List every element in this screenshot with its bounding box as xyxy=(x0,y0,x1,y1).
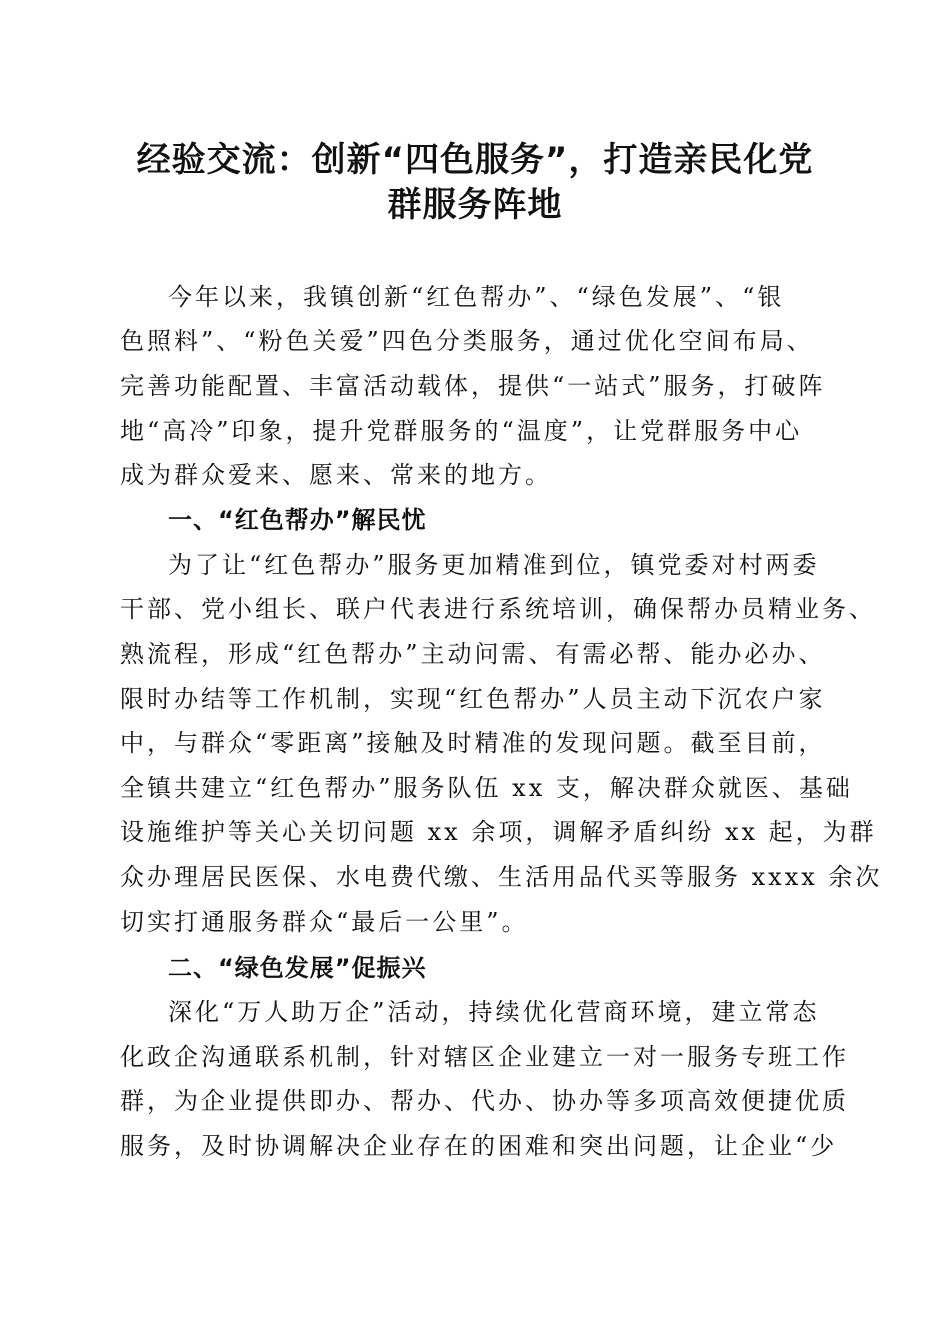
intro-line-5: 成为群众爱来、愿来、常来的地方。 xyxy=(120,461,552,489)
section-2-heading: 二、“绿色发展”促振兴 xyxy=(168,954,427,982)
section-1-line-3: 熟流程，形成“红色帮办”主动问需、有需必帮、能办必办、 xyxy=(120,640,826,668)
section-1-line-5: 中，与群众“零距离”接触及时精准的发现问题。截至目前， xyxy=(120,729,826,757)
intro-line-2: 色照料”、“粉色关爱”四色分类服务，通过优化空间布局、 xyxy=(120,327,814,355)
section-1-line-2: 干部、党小组长、联户代表进行系统培训，确保帮办员精业务、 xyxy=(120,595,876,623)
document-title-line-2: 群服务阵地 xyxy=(387,185,563,225)
section-1-line-1: 为了让“红色帮办”服务更加精准到位，镇党委对村两委 xyxy=(168,551,820,579)
intro-line-1: 今年以来，我镇创新“红色帮办”、“绿色发展”、“银 xyxy=(168,283,785,311)
section-2-line-3: 群，为企业提供即办、帮办、代办、协办等多项高效便捷优质 xyxy=(120,1087,849,1115)
section-1-line-4: 限时办结等工作机制，实现“红色帮办”人员主动下沉农户家 xyxy=(120,685,826,713)
section-1-heading: 一、“红色帮办”解民忧 xyxy=(168,506,427,534)
intro-line-4: 地“高冷”印象，提升党群服务的“温度”，让党群服务中心 xyxy=(120,417,803,445)
section-1-line-8: 众办理居民医保、水电费代缴、生活用品代买等服务 xxxx 余次 xyxy=(120,863,883,891)
intro-line-3: 完善功能配置、丰富活动载体，提供“一站式”服务，打破阵 xyxy=(120,372,826,400)
section-2-line-1: 深化“万人助万企”活动，持续优化营商环境，建立常态 xyxy=(168,998,820,1026)
section-1-line-9: 切实打通服务群众“最后一公里”。 xyxy=(120,908,529,936)
section-2-line-4: 服务，及时协调解决企业存在的困难和突出问题，让企业“少 xyxy=(120,1132,838,1160)
section-1-line-6: 全镇共建立“红色帮办”服务队伍 xx 支，解决群众就医、基础 xyxy=(120,774,853,802)
section-1-line-7: 设施维护等关心关切问题 xx 余项，调解矛盾纠纷 xx 起，为群 xyxy=(120,818,877,846)
section-2-line-2: 化政企沟通联系机制，针对辖区企业建立一对一服务专班工作 xyxy=(120,1043,849,1071)
document-title-line-1: 经验交流：创新“四色服务”，打造亲民化党 xyxy=(136,140,814,180)
